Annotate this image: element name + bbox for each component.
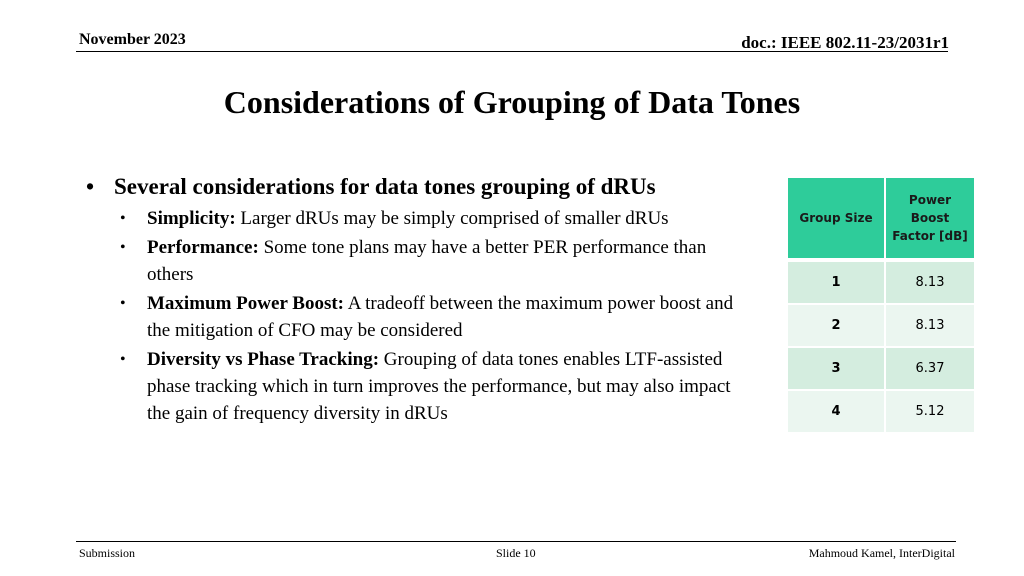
sub-bullet xyxy=(120,346,746,427)
power-boost-table xyxy=(788,178,974,434)
sub-bullet-label: Performance: xyxy=(147,237,259,258)
footer-divider xyxy=(76,541,956,542)
sub-bullet-label: Simplicity: xyxy=(147,208,236,229)
slide-title: Considerations of Grouping of Data Tones xyxy=(223,84,801,120)
sub-bullet xyxy=(120,234,746,288)
bullet-dot-icon: • xyxy=(120,295,126,312)
sub-bullet-label: Diversity vs Phase Tracking: xyxy=(147,349,380,370)
header-date: November 2023 xyxy=(79,31,186,48)
cell-power-boost: 8.13 xyxy=(885,260,974,304)
cell-group-size: 2 xyxy=(788,304,885,347)
bullet-dot-icon: • xyxy=(120,351,126,368)
cell-group-size: 1 xyxy=(788,260,885,304)
main-bullet xyxy=(86,171,746,203)
sub-bullet-text: Some tone plans may have a better PER performance than others xyxy=(147,237,707,285)
header-divider xyxy=(76,51,948,52)
sub-bullet-body xyxy=(147,234,746,288)
table-row xyxy=(788,390,974,433)
header-doc-id: doc.: IEEE 802.11-23/2031r1 xyxy=(741,33,949,52)
table-row xyxy=(788,347,974,390)
sub-bullet-text: A tradeoff between the maximum power boost and the mitigation of CFO may be considered xyxy=(147,293,734,341)
header-power-boost: Power Boost Factor [dB] xyxy=(885,178,974,260)
sub-bullet-body xyxy=(147,290,746,344)
sub-bullet xyxy=(120,290,746,344)
table-row xyxy=(788,304,974,347)
sub-bullet-body xyxy=(147,205,669,232)
bullet-dot-icon: • xyxy=(86,174,95,199)
cell-group-size: 4 xyxy=(788,390,885,433)
table-header-row xyxy=(788,178,974,260)
cell-power-boost: 6.37 xyxy=(885,347,974,390)
cell-power-boost: 8.13 xyxy=(885,304,974,347)
sub-bullet-text: Larger dRUs may be simply comprised of smaller dRUs xyxy=(235,208,669,229)
sub-bullet-text: Grouping of data tones enables LTF-assisted phase tracking which in turn improves the performance, but may also impact the gain of frequency diversity in dRUs xyxy=(147,349,731,424)
cell-group-size: 3 xyxy=(788,347,885,390)
main-bullet-text: Several considerations for data tones grouping of dRUs xyxy=(114,174,656,199)
footer-author: Mahmoud Kamel, InterDigital xyxy=(808,546,955,560)
table-row xyxy=(788,260,974,304)
sub-bullet-body xyxy=(147,346,746,427)
bullet-dot-icon: • xyxy=(120,210,126,227)
bullet-dot-icon: • xyxy=(120,239,126,256)
header-group-size: Group Size xyxy=(788,178,885,260)
footer-submission: Submission xyxy=(79,546,136,560)
sub-bullet-label: Maximum Power Boost: xyxy=(147,293,345,314)
cell-power-boost: 5.12 xyxy=(885,390,974,433)
footer-slide-number: Slide 10 xyxy=(496,546,536,560)
bullet-list xyxy=(86,171,746,427)
sub-bullet xyxy=(120,205,746,232)
